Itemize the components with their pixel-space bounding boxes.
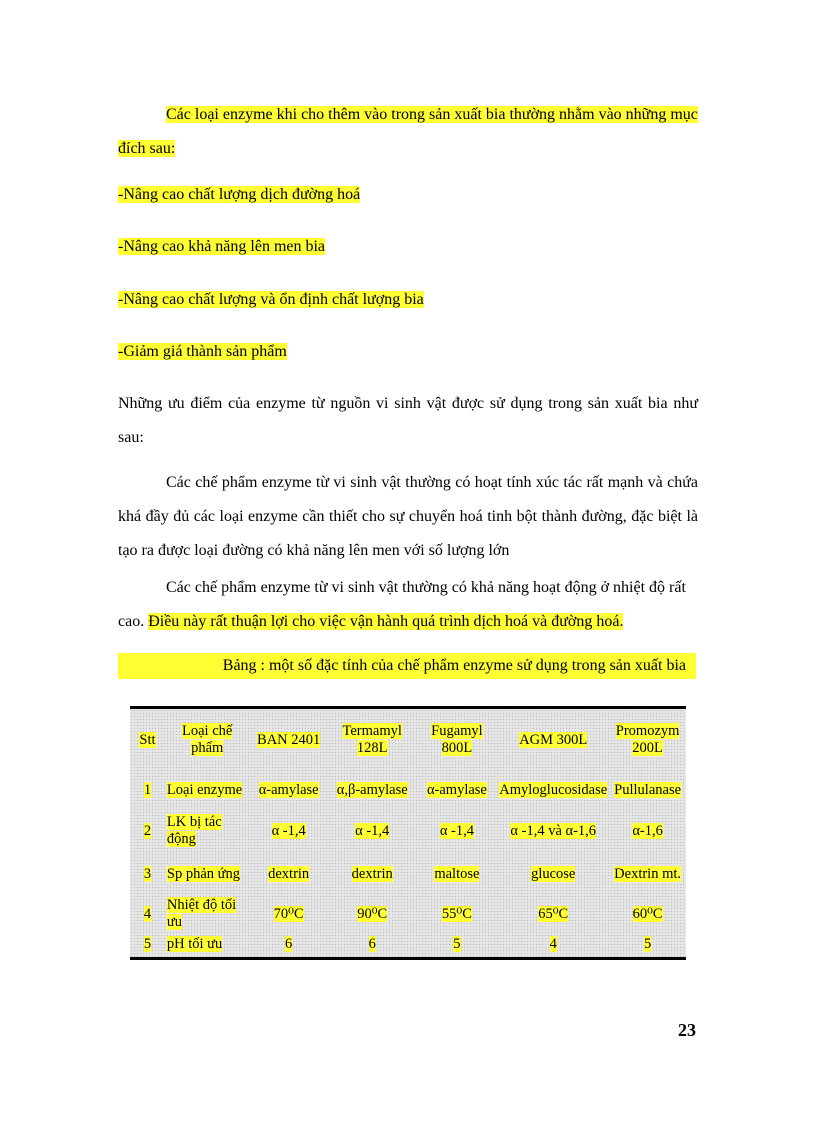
table-caption: Bảng : một số đặc tính của chế phẩm enzyme sử dụng trong sản xuất bia	[118, 653, 696, 679]
point-2-plain: Các chế phẩm enzyme từ vi sinh vật thường có khả năng hoạt động ở nhiệt độ rất cao.	[118, 579, 686, 630]
bullet-2: -Nâng cao khả năng lên men bia	[118, 238, 326, 255]
table-cell: 3	[143, 865, 152, 882]
table-cell: pH tối ưu	[166, 935, 223, 952]
header-cell: Promozym 200L	[615, 723, 680, 756]
table-cell: 5	[453, 935, 461, 952]
page-number: 23	[678, 1020, 696, 1040]
table-cell: Dextrin mt.	[614, 865, 682, 882]
header-cell: Termamyl 128L	[342, 723, 402, 756]
point-1-paragraph: Các chế phẩm enzyme từ vi sinh vật thường có hoạt tính xúc tác rất mạnh và chứa khá đầy đủ các loại enzyme cần thiết cho sự chuyển hoá tinh bột thành đường, đặc biệt là tạo ra được loại đường có khả năng lên men với số lượng lớn	[118, 474, 698, 559]
table-row	[130, 853, 686, 895]
bullet-1: -Nâng cao chất lượng dịch đường hoá	[118, 186, 361, 203]
bullet-4: -Giảm giá thành sản phẩm	[118, 343, 287, 360]
header-cell: Loại chế phẩm	[182, 723, 233, 756]
table-cell: α -1,4	[439, 822, 474, 839]
table-row	[130, 809, 686, 853]
table-cell: α-amylase	[426, 781, 487, 798]
table-cell: Amyloglucosidase	[499, 781, 608, 798]
table-cell: α-amylase	[258, 781, 319, 798]
table-cell: 90⁰C	[357, 905, 388, 922]
table-cell: α -1,4	[271, 822, 306, 839]
table-cell: 6	[285, 935, 293, 952]
table-cell: α-1,6	[632, 822, 663, 839]
table-cell: maltose	[434, 865, 480, 882]
table-cell: Loại enzyme	[166, 781, 243, 798]
table-cell: 4	[143, 905, 152, 922]
table-cell: Sp phản ứng	[166, 865, 241, 882]
table-cell: 65⁰C	[538, 905, 569, 922]
table-cell: 55⁰C	[441, 905, 472, 922]
table-cell: dextrin	[268, 865, 310, 882]
bullet-3: -Nâng cao chất lượng và ổn định chất lượng bia	[118, 291, 424, 308]
table-cell: α -1,4 và α-1,6	[510, 822, 597, 839]
table-cell: 2	[143, 822, 152, 839]
table-cell: Nhiệt độ tối ưu	[166, 897, 237, 930]
table-cell: 6	[368, 935, 376, 952]
table-cell: Pullulanase	[614, 781, 682, 798]
table-cell: 60⁰C	[632, 905, 663, 922]
point-2-highlight: Điều này rất thuận lợi cho việc vận hành quá trình dịch hoá và đường hoá.	[148, 613, 624, 630]
table-cell: 4	[549, 935, 557, 952]
table-cell: 5	[643, 935, 652, 952]
table-cell: 70⁰C	[273, 905, 304, 922]
table-cell: α,β-amylase	[336, 781, 408, 798]
intro-paragraph: Các loại enzyme khi cho thêm vào trong sản xuất bia thường nhằm vào những mục đích sau:	[118, 106, 698, 157]
point-2-paragraph	[118, 571, 698, 639]
table-row	[130, 771, 686, 809]
header-cell: Stt	[139, 731, 156, 748]
table-row	[130, 895, 686, 933]
table-cell: 5	[143, 935, 152, 952]
table-header-row	[130, 709, 686, 771]
table-cell: α -1,4	[355, 822, 390, 839]
table-row	[130, 933, 686, 955]
table-cell: LK bị tác động	[166, 814, 222, 847]
header-cell: Fugamyl 800L	[431, 723, 483, 756]
header-cell: BAN 2401	[257, 731, 321, 748]
enzyme-table	[130, 706, 686, 960]
table-cell: glucose	[531, 865, 576, 882]
table-cell: 1	[143, 781, 152, 798]
advantages-paragraph: Những ưu điểm của enzyme từ nguồn vi sinh vật được sử dụng trong sản xuất bia như sau:	[118, 395, 698, 446]
table-cell: dextrin	[351, 865, 393, 882]
header-cell: AGM 300L	[519, 731, 588, 748]
